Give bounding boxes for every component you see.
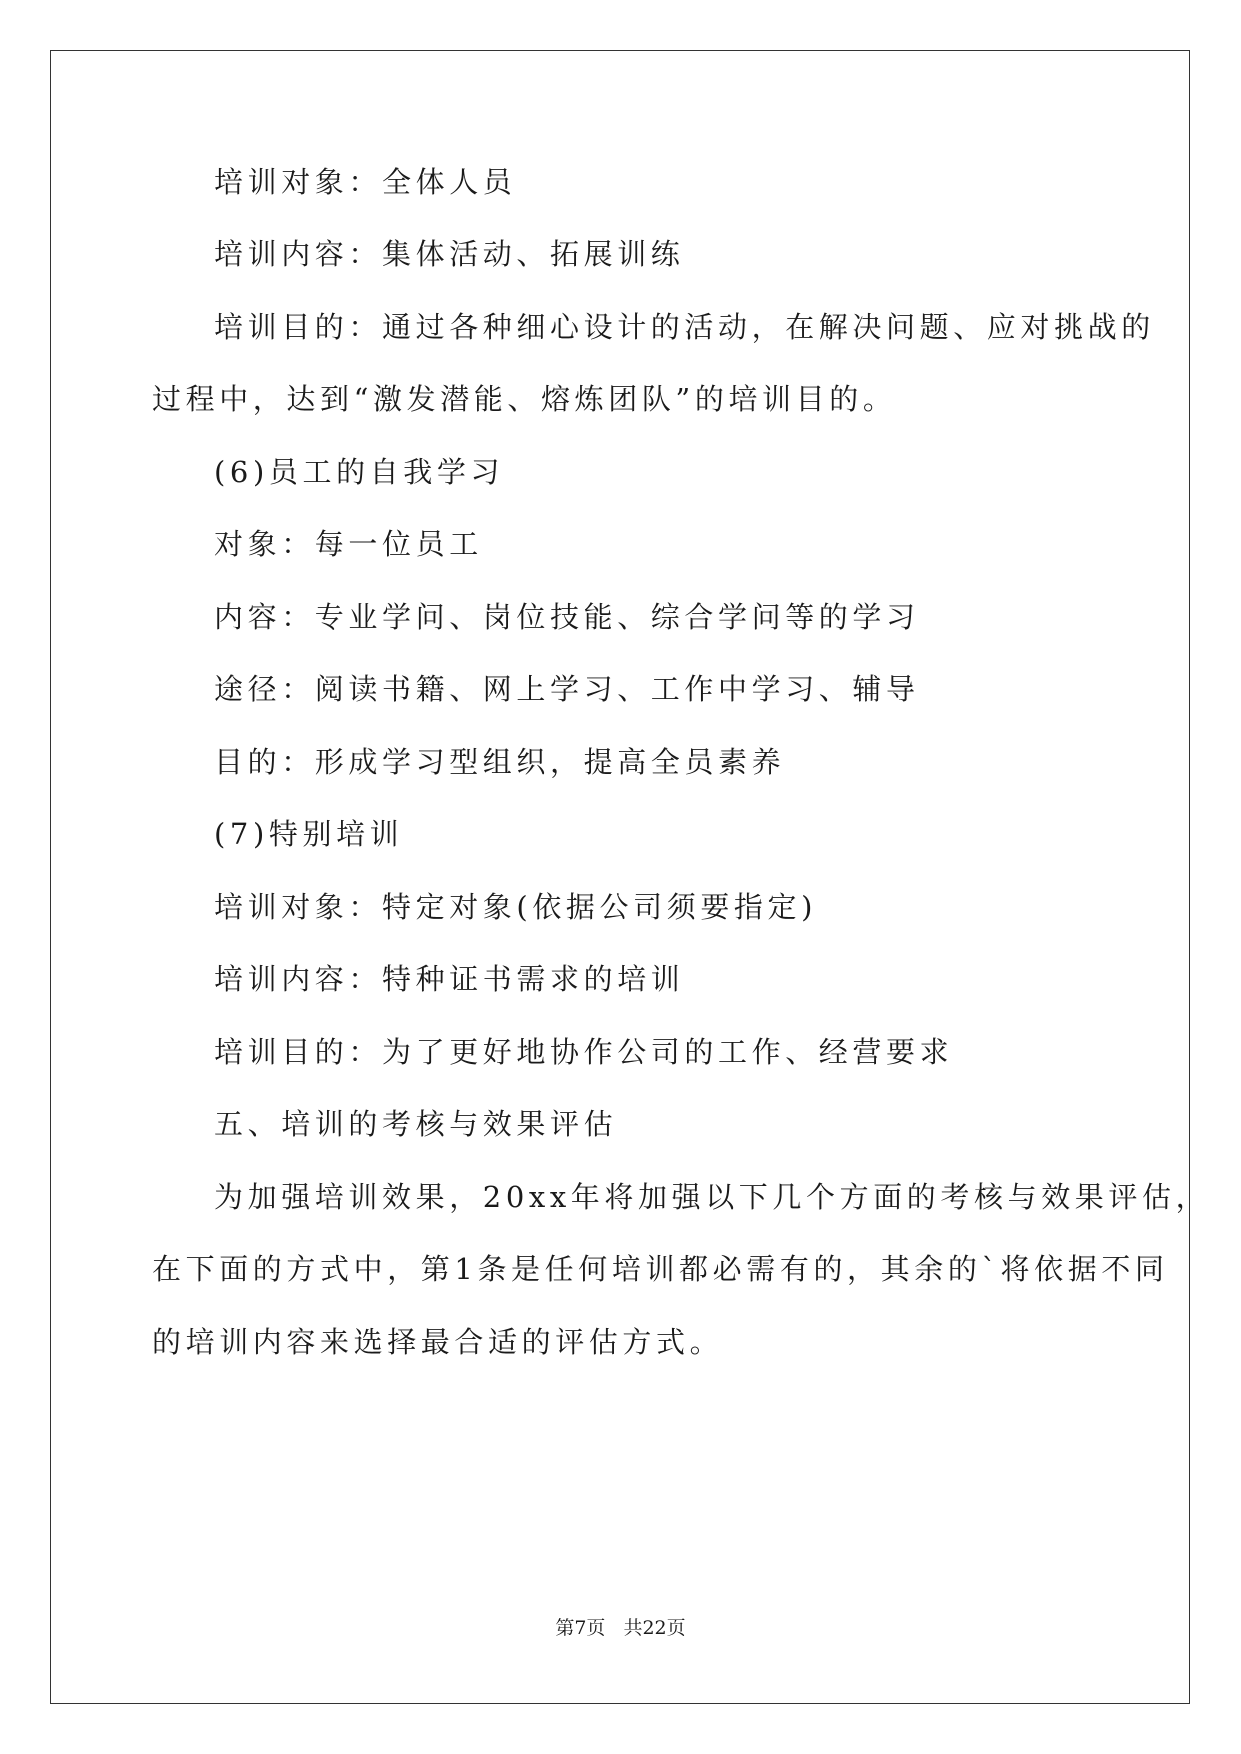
paragraph-line: 过程中，达到“激发潜能、熔炼团队”的培训目的。 bbox=[152, 382, 897, 416]
paragraph-line: 培训目的：为了更好地协作公司的工作、经营要求 bbox=[214, 1035, 954, 1069]
paragraph-line: 培训内容：特种证书需求的培训 bbox=[214, 962, 685, 996]
page-footer bbox=[0, 1616, 1241, 1640]
paragraph-line: 目的：形成学习型组织，提高全员素养 bbox=[214, 745, 786, 779]
paragraph-line: 对象：每一位员工 bbox=[214, 527, 483, 561]
paragraph-line: 培训对象：全体人员 bbox=[214, 165, 517, 199]
paragraph-line: 的培训内容来选择最合适的评估方式。 bbox=[152, 1325, 724, 1359]
section-heading: (6)员工的自我学习 bbox=[214, 455, 505, 489]
page-number-current: 第7页 bbox=[555, 1617, 606, 1639]
page-number-total: 共22页 bbox=[623, 1617, 686, 1639]
paragraph-line: 途径：阅读书籍、网上学习、工作中学习、辅导 bbox=[214, 672, 920, 706]
paragraph-line: 在下面的方式中，第1条是任何培训都必需有的，其余的`将依据不同 bbox=[152, 1252, 1169, 1286]
paragraph-line: 为加强培训效果，20xx年将加强以下几个方面的考核与效果评估， bbox=[214, 1180, 1210, 1214]
paragraph-line: 培训对象：特定对象(依据公司须要指定) bbox=[214, 890, 818, 924]
section-heading: 五、培训的考核与效果评估 bbox=[214, 1107, 618, 1141]
paragraph-line: 培训目的：通过各种细心设计的活动，在解决问题、应对挑战的 bbox=[214, 310, 1155, 344]
paragraph-line: 内容：专业学问、岗位技能、综合学问等的学习 bbox=[214, 600, 920, 634]
paragraph-line: 培训内容：集体活动、拓展训练 bbox=[214, 237, 685, 271]
section-heading: (7)特别培训 bbox=[214, 817, 404, 851]
page-border bbox=[50, 50, 1190, 1704]
